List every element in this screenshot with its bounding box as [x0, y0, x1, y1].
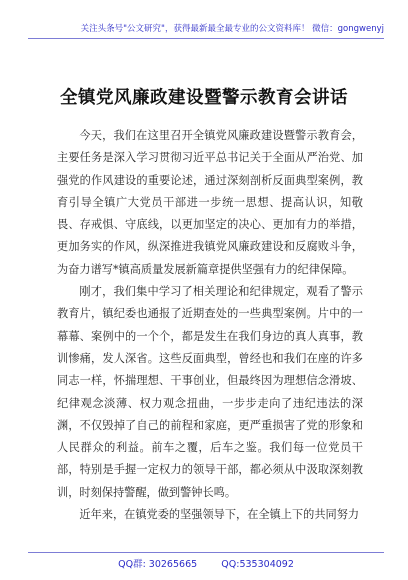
footer-contact: QQ群: 30265665 QQ:535304092	[118, 559, 294, 570]
paragraph: 近年来，在镇党委的坚强领导下，在全镇上下的共同努力	[79, 508, 360, 522]
header-banner	[28, 20, 384, 39]
document-title: 全镇党风廉政建设暨警示教育会讲话	[60, 88, 348, 108]
footer	[28, 552, 384, 569]
paragraph: 刚才，我们集中学习了相关理论和纪律规定，观看了警示教育片，镇纪委也通报了近期查处的一些典型案例。片中的一幕幕、案例中的一个个，都是发生在我们身边的真人真事，教训惨痛，发人深省。这些反面典型，曾经也和我们在座的许多同志一样，怀揣理想、干事创业，但最终因为理想信念滑坡、纪律观念淡薄、权力观念扭曲，一步步走向了违纪违法的深渊，不仅毁掉了自己的前程和家庭，更严重损害了党的形象和人民群众的利益。前车之覆，后车之鉴。我们每一位党员干部，特别是手握一定权力的领导干部，都必须从中汲取深刻教训，时刻保持警醒，做到警钟长鸣。	[57, 285, 363, 499]
header-banner-text: 关注头条号"公文研究"，获得最新最全最专业的公文资料库！ 微信：gongwenyj	[80, 24, 384, 34]
paragraph: 今天，我们在这里召开全镇党风廉政建设暨警示教育会，主要任务是深入学习贯彻习近平总书记关于全面从严治党、加强党的作风建设的重要论述，通过深刻剖析反面典型案例，教育引导全镇广大党员干部进一步统一思想、提高认识，知敬畏、存戒惧、守底线，以更加坚定的决心、更加有力的举措，更加务实的作风，纵深推进我镇党风廉政建设和反腐败斗争，为奋力谱写*镇高质量发展新篇章提供坚强有力的纪律保障。	[57, 129, 363, 276]
document-body	[57, 125, 363, 526]
